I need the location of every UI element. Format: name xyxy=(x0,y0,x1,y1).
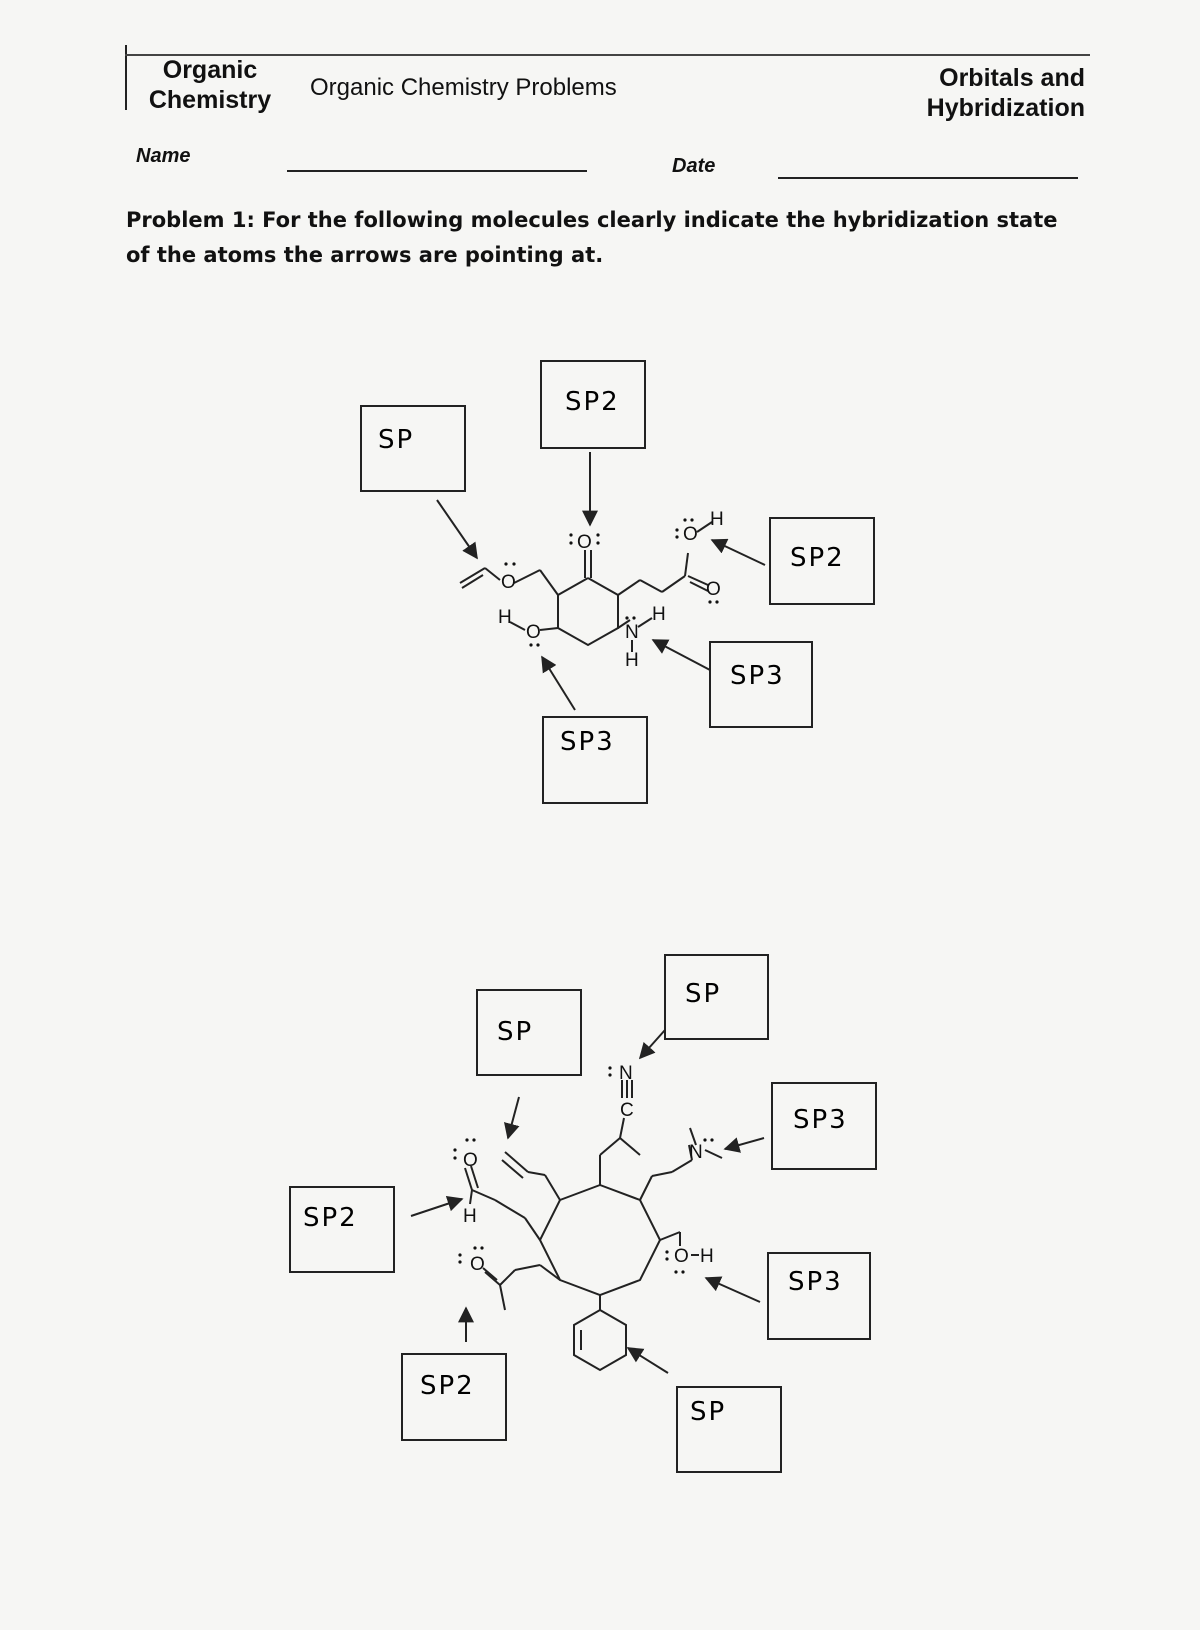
atom-m2-n-amine: N xyxy=(689,1142,703,1163)
atom-m2-h-aldehyde: H xyxy=(463,1206,477,1227)
atom-m1-n-amine: N xyxy=(625,622,639,643)
date-label: Date xyxy=(672,155,716,177)
atom-m1-h-amine-2: H xyxy=(625,650,639,671)
atom-m2-h-hydroxyl: H xyxy=(700,1246,714,1267)
atom-m1-o-ether: O xyxy=(501,572,516,593)
atom-m1-h-acid: H xyxy=(710,509,724,530)
answer-m1-vinyl: SP xyxy=(378,425,415,455)
atom-m1-o-acid-oh: O xyxy=(683,524,698,545)
atom-m2-o-ketone: O xyxy=(470,1254,485,1275)
answer-m1-acid: SP2 xyxy=(790,543,845,573)
arrow-m2-amine xyxy=(725,1138,764,1149)
answer-m2-aldehyde: SP2 xyxy=(303,1203,358,1233)
name-label: Name xyxy=(136,145,191,167)
arrow-m2-aldehyde xyxy=(411,1199,462,1216)
atom-m2-o-aldehyde: O xyxy=(463,1150,478,1171)
atom-m2-o-hydroxyl: O xyxy=(674,1246,689,1267)
atom-m2-n-nitrile: N xyxy=(619,1063,633,1084)
problem-1-label: Problem 1: xyxy=(126,208,255,232)
atom-m1-h-amine-1: H xyxy=(652,604,666,625)
answer-m2-hydroxyl: SP3 xyxy=(788,1267,843,1297)
arrow-m2-hydroxyl xyxy=(706,1278,760,1302)
header-left-title: Organic Chemistry xyxy=(148,56,272,114)
atom-m1-o-acid-carbonyl: O xyxy=(706,579,721,600)
answer-m2-nitrile: SP xyxy=(685,979,722,1009)
atom-m1-h-hydroxyl: H xyxy=(498,607,512,628)
answer-m1-ketone: SP2 xyxy=(565,387,620,417)
answer-m2-ketone: SP2 xyxy=(420,1371,475,1401)
molecule-2-bonds xyxy=(465,1080,722,1370)
atom-m2-c-nitrile: C xyxy=(620,1100,634,1121)
header-right-title: Orbitals and Hybridization xyxy=(926,64,1085,122)
arrow-m2-vinyl xyxy=(508,1097,519,1138)
arrow-m2-nitrile xyxy=(640,1030,665,1058)
answer-m1-hydroxyl: SP3 xyxy=(560,727,615,757)
answer-m2-amine: SP3 xyxy=(793,1105,848,1135)
arrow-m2-benzene xyxy=(628,1348,668,1373)
problem-1-body: For the following molecules clearly indicate the hybridization state of the atoms the arrows are pointing at. xyxy=(126,208,1058,267)
answer-m2-benzene: SP xyxy=(690,1397,727,1427)
answer-m1-amine: SP3 xyxy=(730,661,785,691)
answer-m2-vinyl: SP xyxy=(497,1017,534,1047)
header-center-title: Organic Chemistry Problems xyxy=(310,74,617,101)
atom-m1-o-ketone: O xyxy=(577,532,592,553)
atom-m1-o-hydroxyl: O xyxy=(526,622,541,643)
